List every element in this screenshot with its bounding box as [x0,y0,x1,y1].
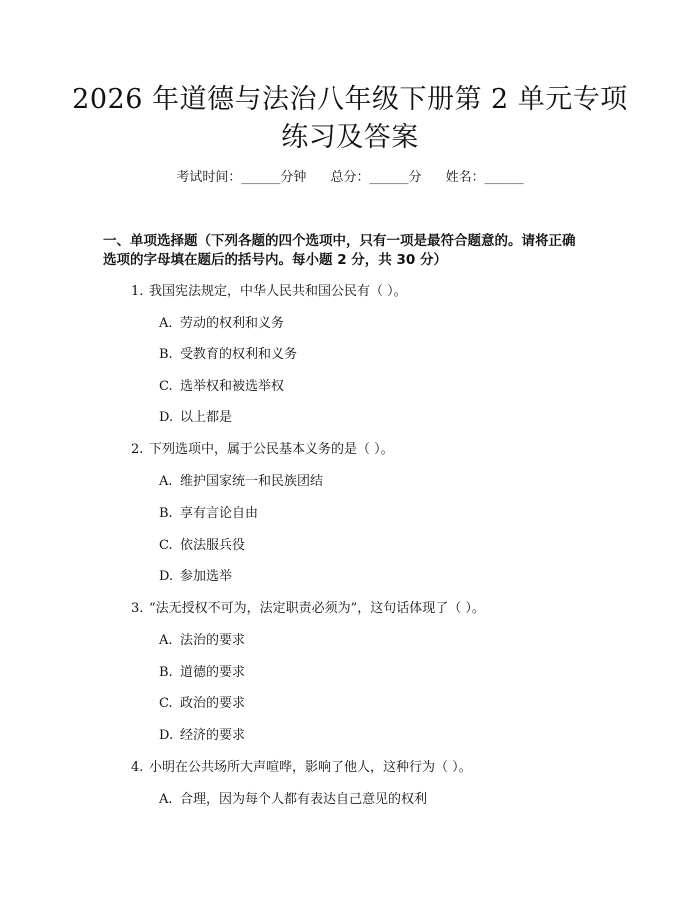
question-number: 1. [131,284,144,299]
option-2a [159,472,323,492]
exam-info-line [0,168,700,188]
option-letter: A. [159,474,173,489]
question-4 [131,758,472,778]
option-3d [159,726,245,746]
question-number: 3. [131,601,144,616]
option-letter: C. [159,696,173,711]
option-letter: B. [159,347,173,362]
option-text: 维护国家统一和民族团结 [180,474,324,489]
total-score-field: 总分：______分 [330,170,422,185]
question-3 [131,599,485,619]
option-text: 政治的要求 [180,696,246,711]
question-number: 4. [131,760,144,775]
option-letter: A. [159,792,173,807]
option-text: 以上都是 [180,410,233,425]
option-1a [159,314,284,334]
option-letter: A. [159,316,173,331]
option-text: 参加选举 [180,569,233,584]
exam-time-field: 考试时间：______分钟 [176,170,307,185]
question-2 [131,440,394,460]
page-title-line-2: 练习及答案 [281,122,419,153]
option-1b [159,345,297,365]
option-text: 依法服兵役 [180,538,246,553]
option-3a [159,631,245,651]
question-1 [131,282,407,302]
option-text: 享有言论自由 [180,506,259,521]
option-2b [159,504,258,524]
option-letter: C. [159,379,173,394]
question-text: “法无授权不可为，法定职责必须为”，这句话体现了（ ）。 [149,601,485,616]
option-text: 受教育的权利和义务 [180,347,298,362]
option-letter: C. [159,538,173,553]
question-text: 我国宪法规定，中华人民共和国公民有（ ）。 [149,284,407,299]
option-3b [159,663,245,683]
question-text: 小明在公共场所大声喧哗，影响了他人，这种行为（ ）。 [149,760,472,775]
option-text: 选举权和被选举权 [180,379,285,394]
option-text: 劳动的权利和义务 [180,316,285,331]
option-text: 法治的要求 [180,633,246,648]
page-title-line-1: 2026 年道德与法治八年级下册第 2 单元专项 [72,84,628,115]
option-text: 经济的要求 [180,728,246,743]
question-number: 2. [131,442,144,457]
option-3c [159,694,245,714]
question-text: 下列选项中，属于公民基本义务的是（ ）。 [149,442,394,457]
option-letter: B. [159,665,173,680]
student-name-field: 姓名：______ [445,170,524,185]
option-letter: A. [159,633,173,648]
section-heading-line-2: 选项的字母填在题后的括号内。每小题 2 分，共 30 分） [103,252,447,268]
option-letter: B. [159,506,173,521]
option-1d [159,408,232,428]
option-4a [159,790,427,810]
option-2c [159,536,245,556]
option-letter: D. [159,728,174,743]
section-heading-line-1: 一、单项选择题（下列各题的四个选项中，只有一项是最符合题意的。请将正确 [103,233,576,249]
option-text: 合理，因为每个人都有表达自己意见的权利 [180,792,428,807]
option-letter: D. [159,569,174,584]
option-text: 道德的要求 [180,665,246,680]
option-1c [159,377,284,397]
option-letter: D. [159,410,174,425]
option-2d [159,567,232,587]
